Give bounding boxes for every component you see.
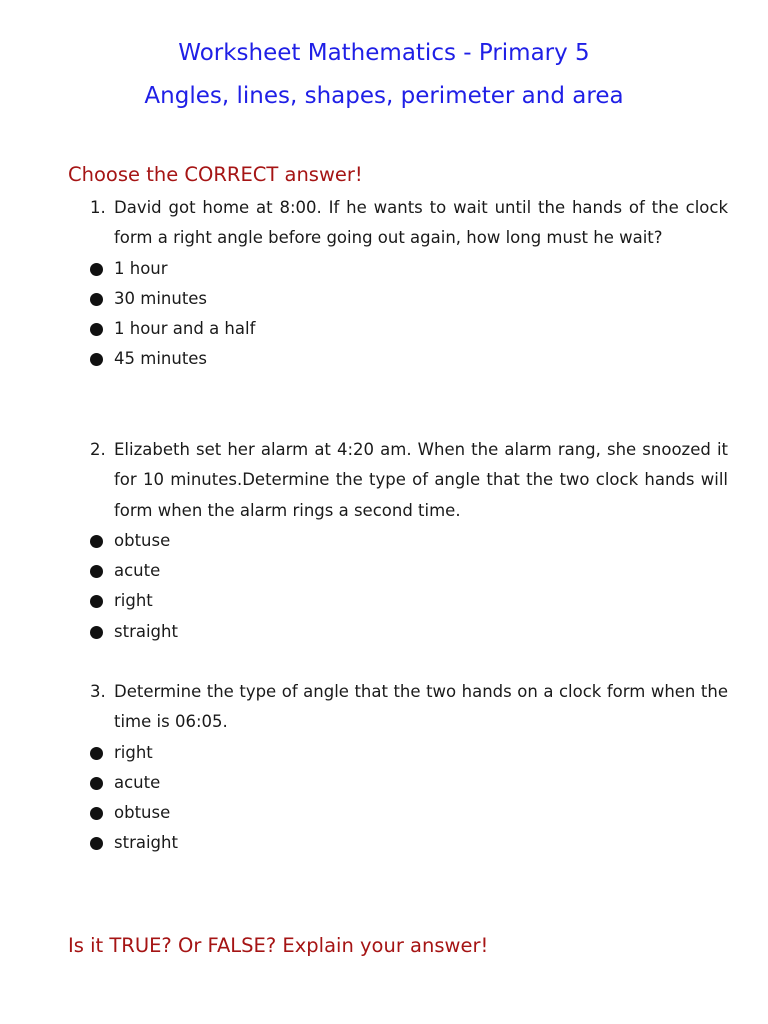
question-2 <box>90 435 728 647</box>
answer-option-label: acute <box>114 561 161 581</box>
bullet-icon <box>90 293 103 306</box>
bullet-icon <box>90 837 103 850</box>
answer-option-label: right <box>114 591 153 611</box>
answer-option-label: right <box>114 742 153 762</box>
answer-option-label: straight <box>114 621 178 641</box>
answer-option[interactable] <box>90 768 728 798</box>
bullet-icon <box>90 595 103 608</box>
question-number: 3. <box>90 682 106 701</box>
answer-option[interactable] <box>90 314 728 344</box>
answer-option[interactable] <box>90 254 728 284</box>
answer-options <box>90 526 728 647</box>
question-text-container <box>90 435 728 526</box>
answer-option-label: straight <box>114 833 178 853</box>
section-heading-multiple-choice: Choose the CORRECT answer! <box>68 163 363 186</box>
worksheet-subtitle: Angles, lines, shapes, perimeter and area <box>144 83 624 109</box>
bullet-icon <box>90 263 103 276</box>
question-number: 1. <box>90 198 106 217</box>
question-3 <box>90 677 728 859</box>
question-text: David got home at 8:00. If he wants to wait until the hands of the clock form a right angle before going out again, how long must he wait? <box>114 198 728 248</box>
answer-option[interactable] <box>90 828 728 858</box>
bullet-icon <box>90 777 103 790</box>
answer-option[interactable] <box>90 738 728 768</box>
answer-option[interactable] <box>90 586 728 616</box>
bullet-icon <box>90 535 103 548</box>
bullet-icon <box>90 807 103 820</box>
question-number: 2. <box>90 440 106 459</box>
bullet-icon <box>90 565 103 578</box>
answer-option-label: 1 hour <box>114 258 168 278</box>
answer-option-label: obtuse <box>114 803 171 823</box>
answer-option-label: 1 hour and a half <box>114 319 256 339</box>
bullet-icon <box>90 353 103 366</box>
worksheet-title: Worksheet Mathematics - Primary 5 <box>178 40 590 66</box>
answer-option[interactable] <box>90 617 728 647</box>
question-text-container <box>90 677 728 738</box>
answer-option[interactable] <box>90 526 728 556</box>
answer-option-label: acute <box>114 772 161 792</box>
answer-option-label: obtuse <box>114 530 171 550</box>
question-text: Determine the type of angle that the two hands on a clock form when the time is 06:05. <box>114 682 728 732</box>
section-heading-true-false: Is it TRUE? Or FALSE? Explain your answer! <box>68 934 489 957</box>
answer-option-label: 30 minutes <box>114 288 208 308</box>
bullet-icon <box>90 626 103 639</box>
answer-option[interactable] <box>90 556 728 586</box>
answer-options <box>90 254 728 375</box>
answer-options <box>90 738 728 859</box>
answer-option[interactable] <box>90 344 728 374</box>
answer-option[interactable] <box>90 284 728 314</box>
question-text: Elizabeth set her alarm at 4:20 am. When the alarm rang, she snoozed it for 10 minutes.Determine the type of angle that the two clock hands will form when the alarm rings a second time. <box>114 440 728 520</box>
question-text-container <box>90 193 728 254</box>
bullet-icon <box>90 747 103 760</box>
bullet-icon <box>90 323 103 336</box>
answer-option-label: 45 minutes <box>114 349 208 369</box>
question-1 <box>90 193 728 375</box>
answer-option[interactable] <box>90 798 728 828</box>
